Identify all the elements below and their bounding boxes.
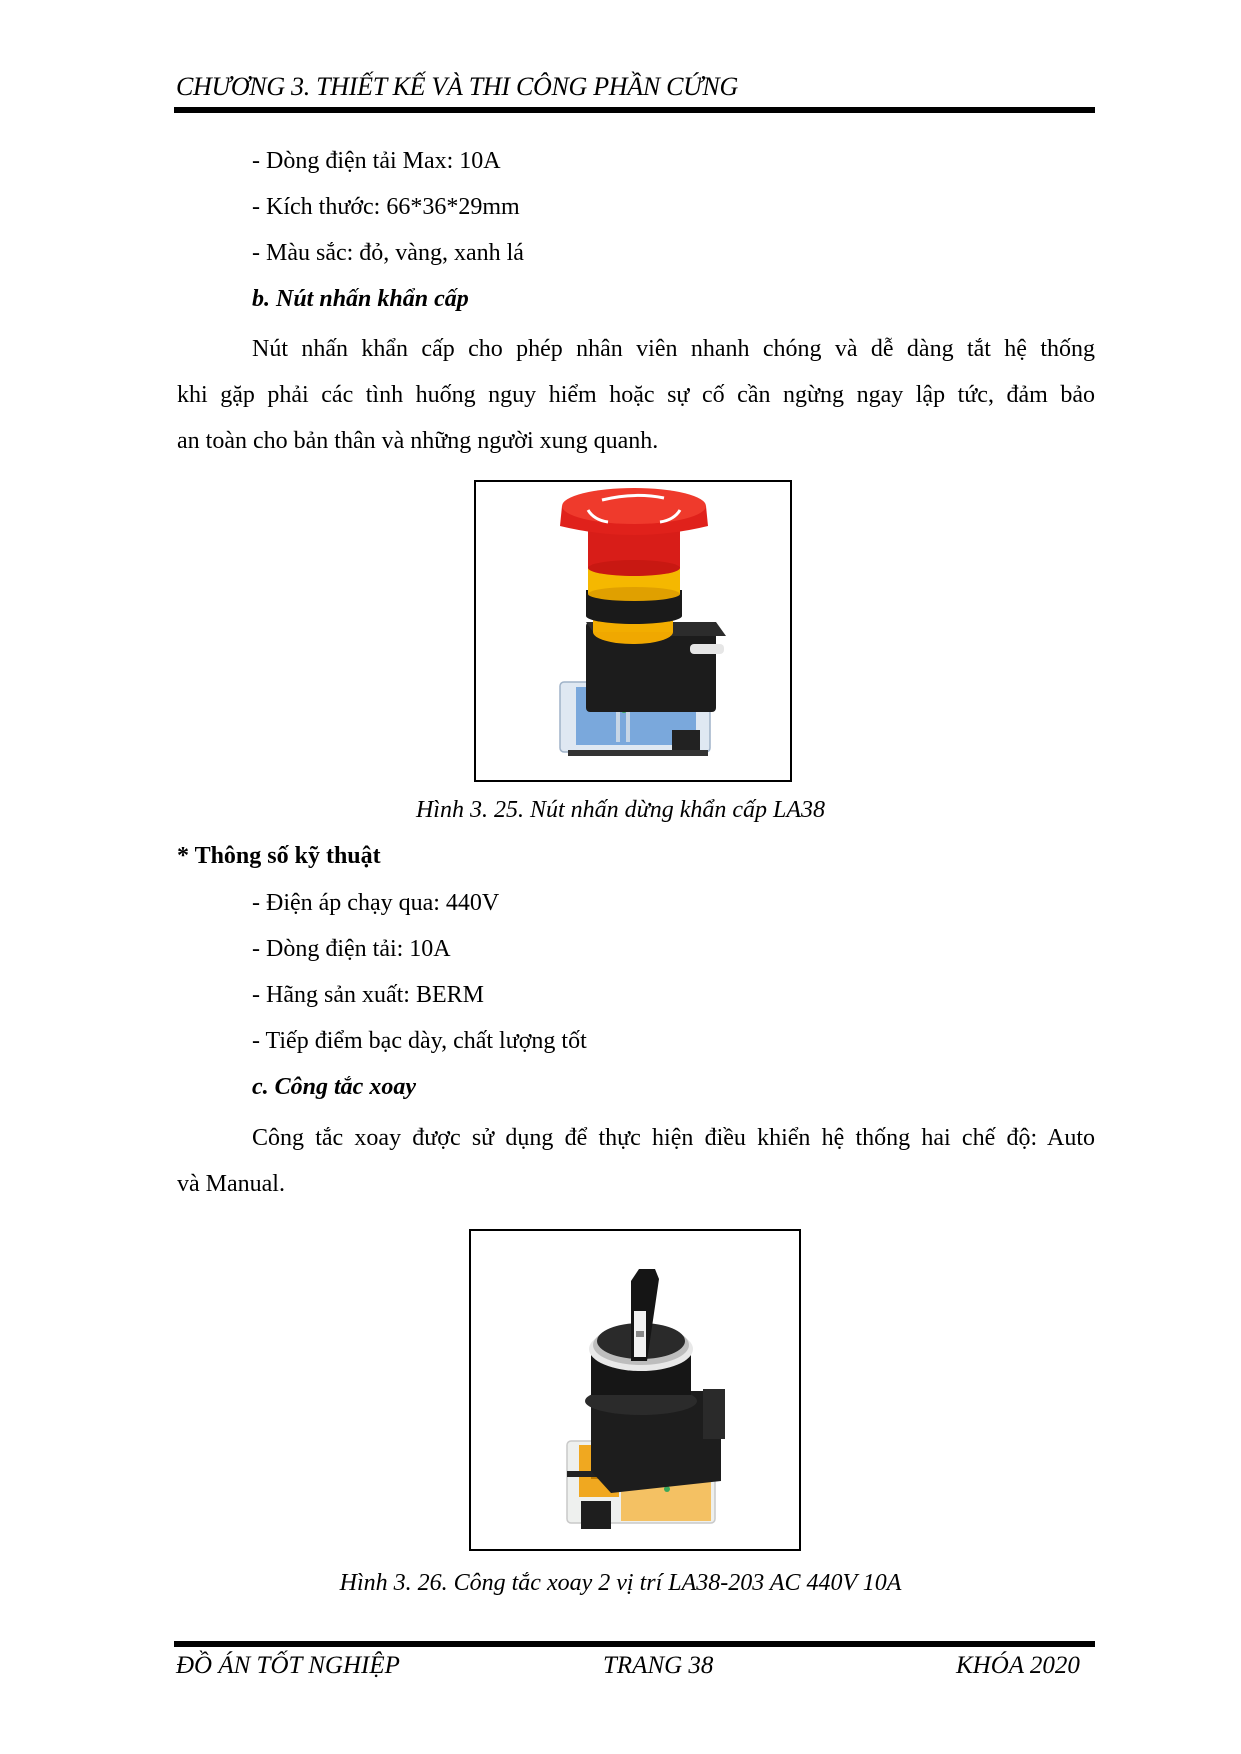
paragraph-line: Nút nhấn khẩn cấp cho phép nhân viên nhanh chóng và dễ dàng tắt hệ thống [252, 336, 1095, 362]
rotary-selector-switch-image [471, 1231, 799, 1549]
paragraph-line: Công tắc xoay được sử dụng để thực hiện điều khiển hệ thống hai chế độ: Auto [252, 1125, 1095, 1151]
figure-frame-emergency-button [474, 480, 792, 782]
footer-right-label: KHÓA 2020 [956, 1652, 1080, 1679]
figure-caption: Hình 3. 26. Công tắc xoay 2 vị trí LA38-203 AC 440V 10A [339, 1570, 902, 1596]
figure-caption: Hình 3. 25. Nút nhấn dừng khẩn cấp LA38 [415, 797, 826, 823]
paragraph-line: an toàn cho bản thân và những người xung quanh. [177, 428, 659, 454]
spec-line: - Kích thước: 66*36*29mm [252, 194, 520, 220]
footer-left-label: ĐỒ ÁN TỐT NGHIỆP [176, 1652, 400, 1679]
spec-line: - Hãng sản xuất: BERM [252, 982, 484, 1008]
footer-page-number: TRANG 38 [603, 1652, 714, 1679]
emergency-stop-button-image [476, 482, 790, 780]
spec-line: - Tiếp điểm bạc dày, chất lượng tốt [252, 1028, 587, 1054]
footer-rule [174, 1641, 1095, 1647]
chapter-header-title: CHƯƠNG 3. THIẾT KẾ VÀ THI CÔNG PHẦN CỨNG [176, 72, 738, 101]
figure-frame-rotary-switch [469, 1229, 801, 1551]
specs-heading: * Thông số kỹ thuật [177, 843, 381, 869]
paragraph-line: khi gặp phải các tình huống nguy hiểm hoặc sự cố cần ngừng ngay lập tức, đảm bảo [177, 382, 1095, 408]
spec-line: - Dòng điện tải Max: 10A [252, 148, 501, 174]
paragraph-line: và Manual. [177, 1171, 285, 1197]
spec-line: - Màu sắc: đỏ, vàng, xanh lá [252, 240, 524, 266]
spec-line: - Dòng điện tải: 10A [252, 936, 451, 962]
section-heading-b: b. Nút nhấn khẩn cấp [252, 286, 469, 312]
header-rule [174, 107, 1095, 113]
section-heading-c: c. Công tắc xoay [252, 1074, 416, 1100]
spec-line: - Điện áp chạy qua: 440V [252, 890, 500, 916]
